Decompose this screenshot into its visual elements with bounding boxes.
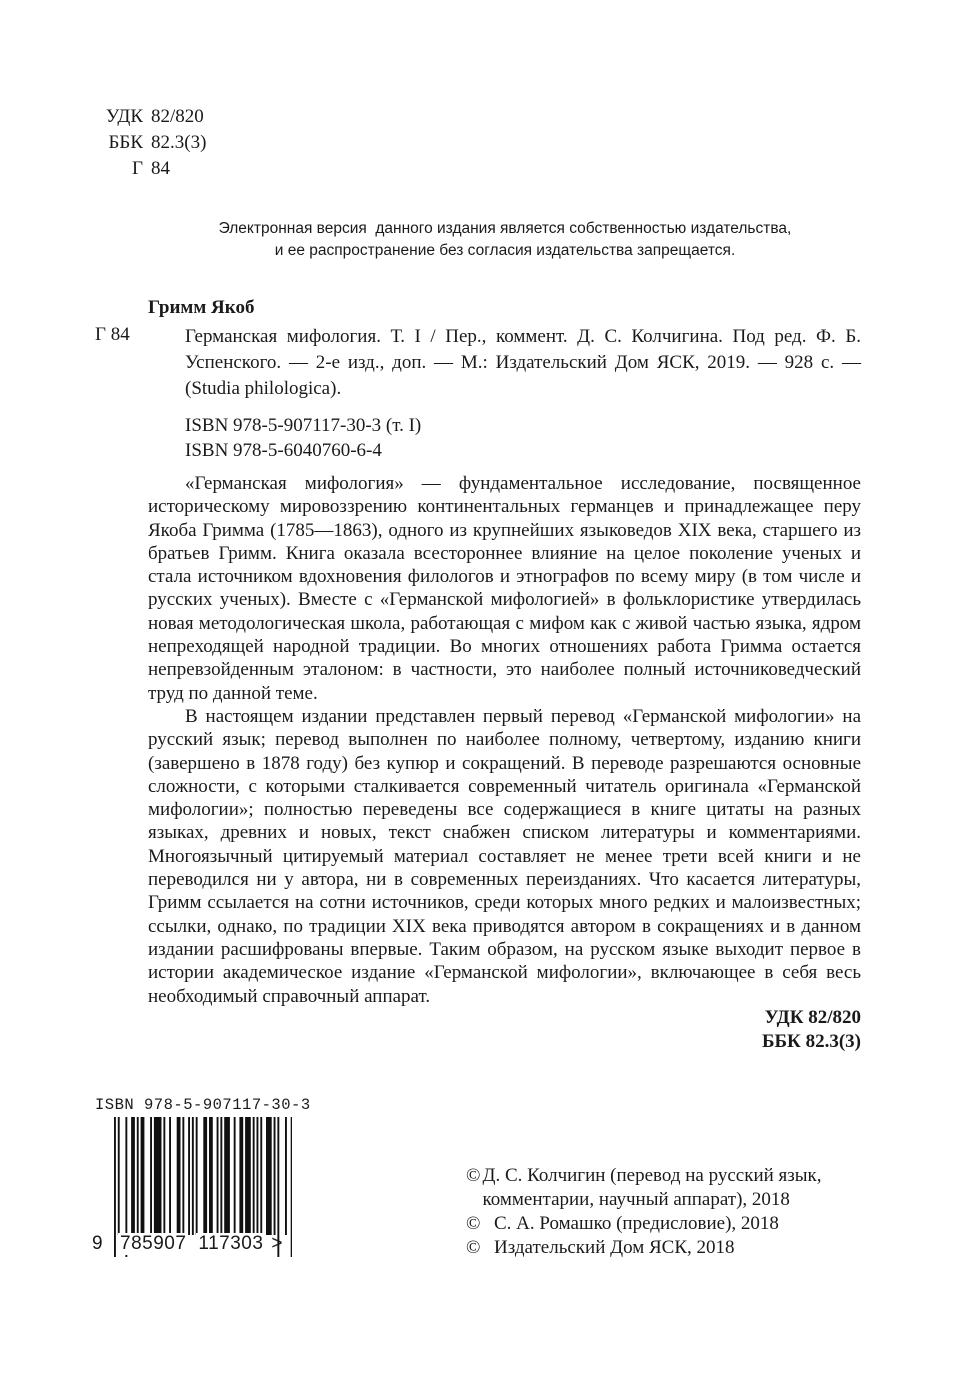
barcode-isbn-text: ISBN 978-5-907117-30-3 xyxy=(95,1096,311,1114)
barcode-bar xyxy=(291,1117,292,1257)
copyright-line xyxy=(466,1212,866,1236)
barcode-bar xyxy=(182,1117,184,1235)
classification-codes xyxy=(95,104,206,182)
barcode-bar xyxy=(285,1117,287,1235)
code-key: УДК xyxy=(105,106,143,127)
barcode-first-digit: 9 xyxy=(92,1233,103,1254)
bibliographic-text: Германская мифология. Т. I / Пер., коммент. Д. С. Колчигина. Под ред. Ф. Б. Успенского. — 2-е изд., доп. — М.: Издательский Дом ЯСК, 2019. — 928 с. — (Studia philologica). xyxy=(185,326,861,399)
barcode-digits xyxy=(92,1233,322,1255)
barcode-bar xyxy=(234,1117,236,1235)
code-value: 84 xyxy=(151,158,170,179)
copyright-icon: © xyxy=(466,1237,481,1258)
barcode-bar xyxy=(141,1117,145,1235)
annotation-paragraph-1: «Германская мифология» — фундаментальное исследование, посвященное историческому мировоззрению континентальных германцев и принадлежащее перу Якоба Гримма (1785—1863), одного из крупнейших языковедов XIX века, старшего из братьев Гримм. Книга оказала всестороннее влияние на целое поколение ученых и стала источником вдохновения филологов и этнографов по всему миру (в том числе и русских ученых). Вместе с «Германской мифологией» в фольклористике утвердилась новая методологическая школа, работающая с мифом как с живой частью языка, ядром непреходящей народной традиции. Во многих отношениях работа Гримма остается непревзойденным эталоном: в частности, это наиболее полный источниковедческий труд по данной теме. xyxy=(148,473,861,704)
copyright-text: Д. С. Колчигин (перевод на русский язык, комментарии, научный аппарат), 2018 xyxy=(482,1165,822,1210)
barcode-bar xyxy=(209,1117,213,1235)
annotation-paragraph-2: В настоящем издании представлен первый перевод «Германской мифологии» на русский язык; перевод выполнен по наиболее полному, четвертому, изданию книги (завершено в 1878 году) без купюр и сокращений. В переводе разрешаются основные сложности, с которыми сталкивается современный читатель оригинала «Германской мифологии»; полностью переведены все содержащиеся в книге цитаты на разных языках, древних и новых, текст снабжен списком литературы и комментариями. Многоязычный цитируемый материал составляет не менее трети всей книги и не переводился ни у автора, ни в современных переизданиях. Что касается литературы, Гримм ссылается на сотни источников, среди которых много редких и малоизвестных; ссылки, однако, по традиции XIX века приводятся автором в сокращениях и в данном издании расшифрованы впервые. Таким образом, на русском языке выходит первое в истории академическое издание «Германской мифологии», включающее в себя весь необходимый справочный аппарат. xyxy=(148,705,861,1007)
barcode-bar xyxy=(203,1117,207,1235)
notice-line-2: и ее распространение без согласия издательства запрещается. xyxy=(274,242,736,259)
barcode-bar xyxy=(150,1117,152,1235)
copyright-text: Издательский Дом ЯСК, 2018 xyxy=(494,1237,735,1258)
isbn-set: ISBN 978-5-6040760-6-4 xyxy=(185,440,382,461)
barcode-bar xyxy=(163,1117,165,1235)
copyright-line xyxy=(466,1236,866,1260)
bbk-row xyxy=(95,130,206,156)
copyright-icon: © xyxy=(466,1213,481,1234)
code-key: ББК xyxy=(108,132,143,153)
copyright-icon: © xyxy=(466,1165,481,1186)
barcode-group-1: 785907 xyxy=(120,1233,187,1254)
barcode-bar xyxy=(266,1117,272,1235)
barcode-bar xyxy=(253,1117,255,1235)
barcode-bar xyxy=(245,1117,251,1235)
barcode-bar xyxy=(220,1117,222,1235)
udk-code: УДК 82/820 xyxy=(764,1007,861,1028)
bbk-code: ББК 82.3(3) xyxy=(761,1031,861,1052)
annotation xyxy=(148,472,861,1008)
udk-row xyxy=(95,104,206,130)
isbn-volume: ISBN 978-5-907117-30-3 (т. I) xyxy=(185,415,422,436)
barcode-bar xyxy=(169,1117,171,1235)
barcode-bar xyxy=(274,1117,276,1235)
code-value: 82.3(3) xyxy=(151,132,207,153)
copyright-notice xyxy=(150,218,860,262)
bibliographic-description xyxy=(148,324,861,402)
copyright-block xyxy=(466,1164,866,1260)
notice-line-1: Электронная версия данного издания является собственностью издательства, xyxy=(218,220,792,237)
barcode-bar xyxy=(114,1117,116,1257)
author-classmark: Г 84 xyxy=(95,324,130,345)
barcode-bar xyxy=(217,1117,219,1235)
isbn-barcode xyxy=(92,1096,322,1255)
barcode-bar xyxy=(188,1117,190,1235)
barcode-bar xyxy=(239,1117,243,1235)
barcode-quiet-zone-arrow: > xyxy=(271,1233,283,1254)
barcode-bar xyxy=(137,1117,139,1235)
barcode-bar xyxy=(196,1117,198,1235)
barcode-bar xyxy=(118,1117,120,1235)
barcode-bar xyxy=(260,1117,262,1235)
author-mark-row xyxy=(95,156,206,182)
copyright-text: С. А. Ромашко (предисловие), 2018 xyxy=(494,1213,779,1234)
isbn-list xyxy=(185,413,421,463)
barcode-bar xyxy=(154,1117,162,1235)
barcode-bar xyxy=(177,1117,181,1235)
author-name: Гримм Якоб xyxy=(148,297,255,318)
copyright-line xyxy=(466,1164,866,1212)
code-value: 82/820 xyxy=(151,106,204,127)
barcode-bar xyxy=(131,1117,135,1235)
code-key: Г xyxy=(132,158,143,179)
barcode-bar xyxy=(192,1117,194,1235)
index-codes xyxy=(762,1006,861,1054)
barcode-group-2: 117303 xyxy=(198,1233,264,1254)
barcode-bar xyxy=(257,1117,259,1235)
barcode-bar xyxy=(224,1117,230,1235)
